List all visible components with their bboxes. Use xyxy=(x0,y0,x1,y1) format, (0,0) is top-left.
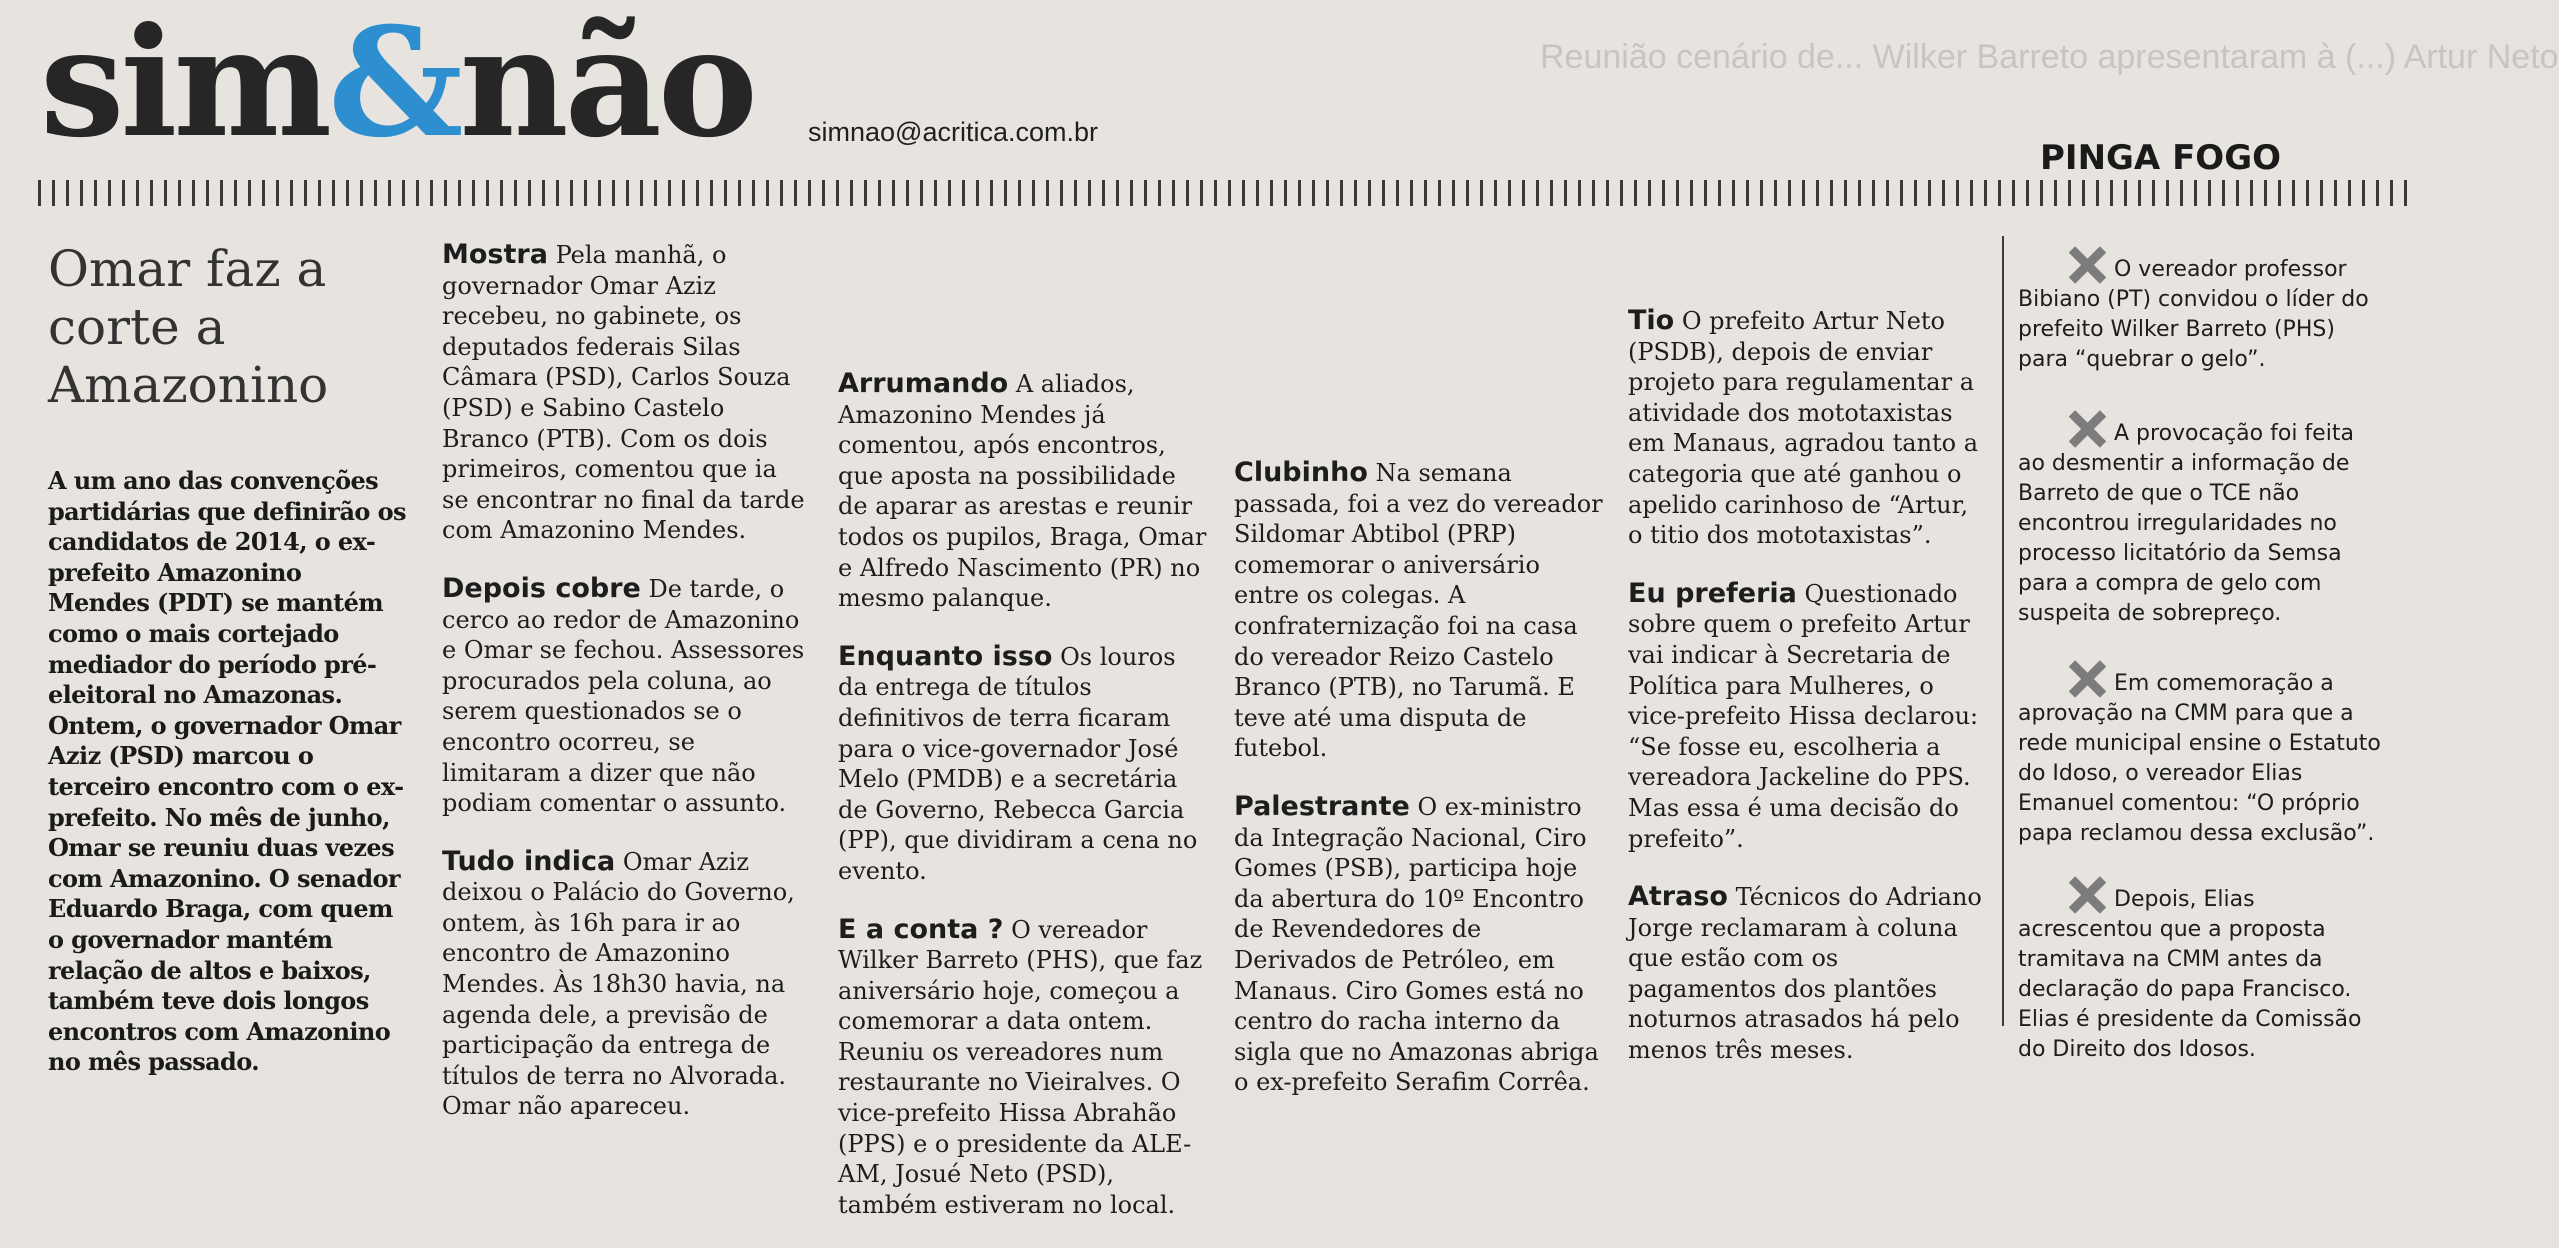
note-text: De tarde, o cerco ao redor de Amazonino e Omar se fechou. Assessores procurados pela coluna, ao serem questionados se o encontro ocorreu, se limitaram a dizer que não podiam comentar o assunto. xyxy=(442,574,805,818)
note-keyword: Tio xyxy=(1628,305,1675,336)
pinga-fogo-item xyxy=(2018,410,2386,629)
x-mark-icon xyxy=(2068,246,2106,284)
note-clubinho xyxy=(1234,458,1604,764)
note-keyword: Depois cobre xyxy=(442,572,641,604)
pinga-fogo-text: O vereador professor Bibiano (PT) convidou o líder do prefeito Wilker Barreto (PHS) para “quebrar o gelo”. xyxy=(2018,257,2369,372)
pinga-fogo-text: Depois, Elias acrescentou que a proposta tramitava na CMM antes da declaração do papa Francisco. Elias é presidente da Comissão do Direito dos Idosos. xyxy=(2018,887,2362,1062)
note-keyword: Arrumando xyxy=(838,368,1009,399)
tick-rule xyxy=(38,180,2410,206)
logo-sim: sim xyxy=(40,0,329,171)
note-keyword: Tudo indica xyxy=(442,845,616,877)
column-2 xyxy=(442,240,810,1150)
note-palestrante xyxy=(1234,792,1604,1098)
x-mark-icon xyxy=(2068,660,2106,698)
x-mark-icon xyxy=(2068,410,2106,448)
note-mostra xyxy=(442,240,810,546)
column-4 xyxy=(1234,310,1604,1126)
note-keyword: Clubinho xyxy=(1234,457,1368,488)
note-atraso xyxy=(1628,882,1988,1066)
pinga-fogo-text: Em comemoração a aprovação na CMM para que a rede municipal ensine o Estatuto do Idoso, o vereador Elias Emanuel comentou: “O próprio papa reclamou dessa exclusão”. xyxy=(2018,671,2381,846)
note-text: O prefeito Artur Neto (PSDB), depois de enviar projeto para regulamentar a atividade dos mototaxistas em Manaus, agradou tanto a categoria que até ganhou o apelido carinhoso de “Artur, o titio dos mototaxistas”. xyxy=(1628,307,1979,550)
column-5 xyxy=(1628,306,1988,1094)
note-text: Omar Aziz deixou o Palácio do Governo, ontem, às 16h para ir ao encontro de Amazonino Mendes. Às 18h30 havia, na agenda dele, a previsão de participação da entrega de títulos de terra no Alvorada. Omar não apareceu. xyxy=(442,847,795,1121)
pinga-fogo-text: A provocação foi feita ao desmentir a informação de Barreto de que o TCE não encontrou irregularidades no processo licitatório da Semsa para a compra de gelo com suspeita de sobrepreço. xyxy=(2018,421,2354,626)
headline: Omar faz a corte a Amazonino xyxy=(48,240,329,414)
note-enquanto-isso xyxy=(838,642,1208,887)
note-tudo-indica xyxy=(442,847,810,1122)
note-e-a-conta xyxy=(838,915,1208,1221)
note-text: A aliados, Amazonino Mendes já comentou, após encontros, que aposta na possibilidade de aparar as arestas e reunir todos os pupilos, Braga, Omar e Alfredo Nascimento (PR) no mesmo palanque. xyxy=(838,370,1207,613)
note-keyword: Palestrante xyxy=(1234,790,1410,822)
logo-nao: não xyxy=(459,0,754,171)
column-divider xyxy=(2002,236,2004,1026)
note-keyword: Mostra xyxy=(442,239,548,270)
lead-paragraph: A um ano das convenções partidárias que definirão os candidatos de 2014, o ex-prefeito Amazonino Mendes (PDT) se mantém como o mais cortejado mediador do período pré-eleitoral no Amazonas. Ontem, o governador Omar Aziz (PSD) marcou o terceiro encontro com o ex-prefeito. No mês de junho, Omar se reuniu duas vezes com Amazonino. O senador Eduardo Braga, com quem o governador mantém relação de altos e baixos, também teve dois longos encontros com Amazonino no mês passado. xyxy=(48,466,406,1077)
section-title: PINGA FOGO xyxy=(2040,138,2282,178)
note-tio xyxy=(1628,306,1988,551)
note-arrumando xyxy=(838,369,1208,614)
note-keyword: Atraso xyxy=(1628,881,1728,913)
note-eu-preferia xyxy=(1628,579,1988,854)
note-keyword: Eu preferia xyxy=(1628,577,1797,609)
note-text: Na semana passada, foi a vez do vereador Sildomar Abtibol (PRP) comemorar o aniversário entre os colegas. A confraternização foi na casa do vereador Reizo Castelo Branco (PTB), no Tarumã. E teve até uma disputa de futebol. xyxy=(1234,459,1603,763)
note-text: Pela manhã, o governador Omar Aziz recebeu, no gabinete, os deputados federais Silas Câmara (PSD), Carlos Souza (PSD) e Sabino Castelo Branco (PTB). Com os dois primeiros, comentou que ia se encontrar no final da tarde com Amazonino Mendes. xyxy=(442,241,805,545)
note-keyword: Enquanto isso xyxy=(838,640,1053,672)
pinga-fogo-item xyxy=(2018,660,2386,849)
note-text: Questionado sobre quem o prefeito Artur vai indicar à Secretaria de Política para Mulheres, o vice-prefeito Hissa declarou: “Se fosse eu, escolheria a vereadora Jackeline do PPS. Mas essa é uma decisão do prefeito”. xyxy=(1628,579,1979,853)
column-3 xyxy=(838,219,1208,1248)
logo-ampersand: & xyxy=(328,0,460,171)
note-text: Técnicos do Adriano Jorge reclamaram à coluna que estão com os pagamentos dos plantões noturnos atrasados há pelo menos três meses. xyxy=(1628,883,1982,1065)
note-text: O vereador Wilker Barreto (PHS), que faz aniversário hoje, começou a comemorar a data ontem. Reuniu os vereadores num restaurante no Vieiralves. O vice-prefeito Hissa Abrahão (PPS) e o presidente da ALE-AM, Josué Neto (PSD), também estiveram no local. xyxy=(838,915,1203,1219)
pinga-fogo-item xyxy=(2018,246,2386,375)
x-mark-icon xyxy=(2068,876,2106,914)
show-through-text: Reunião cenário de... Wilker Barreto apresentaram à (...) Artur Neto xyxy=(1540,38,2559,76)
masthead xyxy=(40,0,754,171)
pinga-fogo-item xyxy=(2018,876,2386,1065)
note-keyword: E a conta ? xyxy=(838,913,1004,945)
note-text: Os louros da entrega de títulos definitivos de terra ficaram para o vice-governador José Melo (PMDB) e a secretária de Governo, Rebecca Garcia (PP), que dividiram a cena no evento. xyxy=(838,642,1198,885)
note-depois-cobre xyxy=(442,574,810,819)
note-text: O ex-ministro da Integração Nacional, Ciro Gomes (PSB), participa hoje da abertura do 10º Encontro de Revendedores de Derivados de Petróleo, em Manaus. Ciro Gomes está no centro do racha interno da sigla que no Amazonas abriga o ex-prefeito Serafim Corrêa. xyxy=(1234,792,1599,1097)
contact-email[interactable]: simnao@acritica.com.br xyxy=(808,117,1098,147)
column-logo xyxy=(40,0,754,171)
